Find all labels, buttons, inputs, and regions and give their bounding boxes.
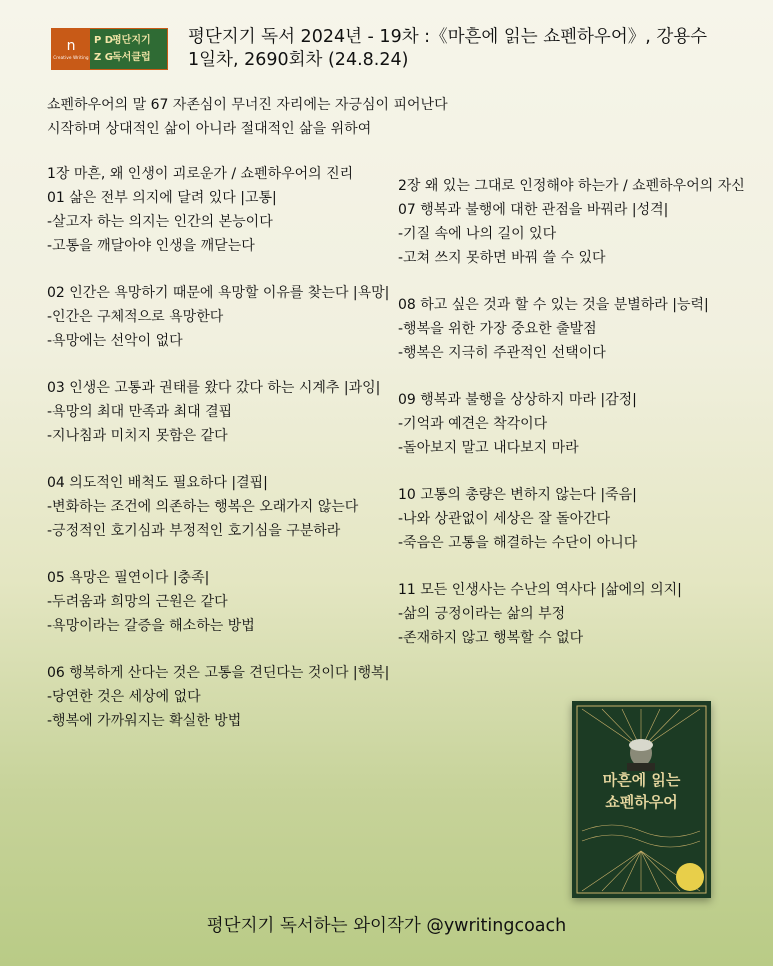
book-title-line2: 쇼펜하우어	[605, 793, 678, 811]
section-block	[47, 376, 397, 448]
section-title: 08 하고 싶은 것과 할 수 있는 것을 분별하라 |능력|	[398, 297, 709, 313]
section-block	[398, 483, 758, 555]
logo-mark	[52, 29, 90, 69]
section-line: -욕망에는 선악이 없다	[47, 333, 183, 349]
section-line: -두려움과 희망의 근원은 같다	[47, 594, 228, 610]
section-line: -행복을 위한 가장 중요한 출발점	[398, 321, 597, 337]
section-line: -행복은 지극히 주관적인 선택이다	[398, 345, 606, 361]
section-block	[398, 578, 758, 650]
section-title: 01 삶은 전부 의지에 달려 있다 |고통|	[47, 190, 277, 206]
book-cover-image	[572, 701, 711, 898]
section-title: 03 인생은 고통과 권태를 왔다 갔다 하는 시계추 |과잉|	[47, 380, 381, 396]
section-title: 02 인간은 욕망하기 때문에 욕망할 이유를 찾는다 |욕망|	[47, 285, 390, 301]
section-block	[47, 471, 397, 543]
section-title: 09 행복과 불행을 상상하지 마라 |감정|	[398, 392, 637, 408]
section-line: -지나침과 미치지 못함은 같다	[47, 428, 228, 444]
section-line: -욕망이라는 갈증을 해소하는 방법	[47, 618, 255, 634]
section-line: -존재하지 않고 행복할 수 없다	[398, 630, 584, 646]
intro-line: 시작하며 상대적인 삶이 아니라 절대적인 삶을 위하여	[47, 121, 372, 137]
page-subtitle: 1일차, 2690회차 (24.8.24)	[188, 50, 409, 70]
section-line: -기억과 예견은 착각이다	[398, 416, 548, 432]
section-line: -돌아보지 말고 내다보지 마라	[398, 440, 579, 456]
section-line: -긍정적인 호기심과 부정적인 호기심을 구분하라	[47, 523, 341, 539]
section-line: -기질 속에 나의 길이 있다	[398, 226, 557, 242]
section-block	[398, 293, 758, 365]
club-logo	[51, 28, 168, 70]
section-line: -살고자 하는 의지는 인간의 본능이다	[47, 214, 273, 230]
section-line: -당연한 것은 세상에 없다	[47, 689, 201, 705]
section-line: -욕망의 최대 만족과 최대 결핍	[47, 404, 233, 420]
section-block	[398, 198, 758, 270]
section-title: 06 행복하게 산다는 것은 고통을 견딘다는 것이다 |행복|	[47, 665, 390, 681]
section-title: 10 고통의 총량은 변하지 않는다 |죽음|	[398, 487, 637, 503]
section-title: 11 모든 인생사는 수난의 역사다 |삶에의 의지|	[398, 582, 682, 598]
section-line: -행복에 가까워지는 확실한 방법	[47, 713, 242, 729]
section-block	[47, 566, 397, 638]
section-line: -고쳐 쓰지 못하면 바꿔 쓸 수 있다	[398, 250, 606, 266]
chapter-title: 1장 마흔, 왜 인생이 괴로운가 / 쇼펜하우어의 진리	[47, 166, 354, 182]
section-block	[47, 281, 397, 353]
section-block	[47, 661, 397, 733]
intro-line: 쇼펜하우어의 말 67 자존심이 무너진 자리에는 자긍심이 피어난다	[47, 97, 448, 113]
chapter-heading	[398, 174, 758, 198]
section-block	[398, 388, 758, 460]
section-title: 05 욕망은 필연이다 |충족|	[47, 570, 210, 586]
chapter-title: 2장 왜 있는 그대로 인정해야 하는가 / 쇼펜하우어의 자신	[398, 178, 745, 194]
logo-text-bottom: 독서클럽	[112, 51, 151, 63]
book-title-line1: 마흔에 읽는	[602, 771, 681, 789]
section-line: -삶의 긍정이라는 삶의 부정	[398, 606, 566, 622]
logo-mark-letter: n	[66, 37, 76, 54]
book-badge-icon	[676, 863, 704, 891]
section-title: 07 행복과 불행에 대한 관점을 바꿔라 |성격|	[398, 202, 669, 218]
section-block	[47, 186, 397, 258]
logo-text	[90, 29, 167, 69]
logo-text-top: 평단지기	[112, 34, 151, 46]
logo-mark-sub: Creative Writing	[53, 54, 89, 60]
section-line: -고통을 깨달아야 인생을 깨닫는다	[47, 238, 255, 254]
section-line: -인간은 구체적으로 욕망한다	[47, 309, 224, 325]
logo-letters-top: P D	[94, 34, 114, 46]
intro-block	[47, 93, 448, 141]
section-title: 04 의도적인 배척도 필요하다 |결핍|	[47, 475, 268, 491]
section-line: -변화하는 조건에 의존하는 행복은 오래가지 않는다	[47, 499, 359, 515]
left-column	[47, 162, 397, 756]
right-column	[398, 174, 758, 673]
footer-credit: 평단지기 독서하는 와이작가 @ywritingcoach	[206, 916, 567, 936]
section-line: -죽음은 고통을 해결하는 수단이 아니다	[398, 535, 638, 551]
logo-letters-bottom: Z G	[94, 51, 113, 63]
section-line: -나와 상관없이 세상은 잘 돌아간다	[398, 511, 611, 527]
chapter-heading	[47, 162, 397, 186]
page-title: 평단지기 독서 2024년 - 19차 :《마흔에 읽는 쇼펜하우어》, 강용수	[188, 27, 708, 47]
